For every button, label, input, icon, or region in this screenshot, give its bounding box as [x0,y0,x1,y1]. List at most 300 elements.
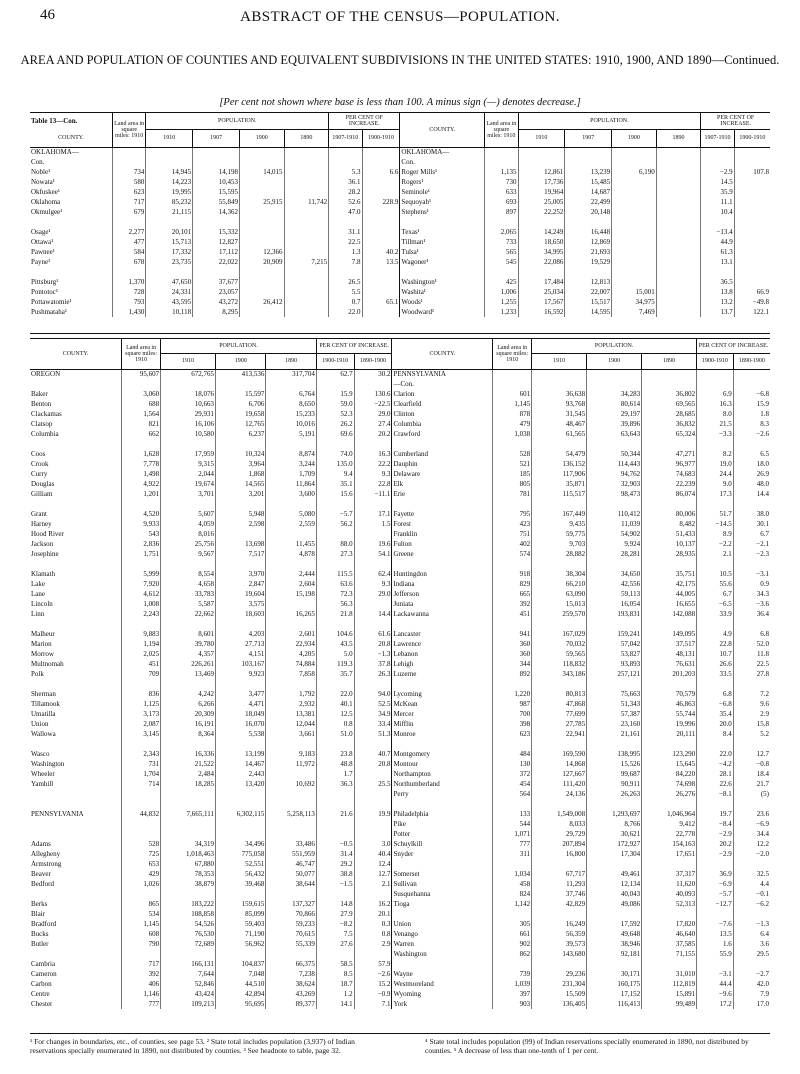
value-cell: 22,499 [565,197,612,207]
value-cell: 8,601 [161,629,216,639]
value-cell: 36,802 [642,389,697,399]
value-cell: 22.0 [329,307,362,317]
value-cell [216,559,266,569]
value-cell: 207,894 [532,839,587,849]
value-cell: 23,057 [193,287,240,297]
value-cell: 149,095 [642,629,697,639]
value-cell [612,177,657,187]
value-cell [239,227,284,237]
value-cell: 0.8 [316,719,354,729]
value-cell [216,799,266,809]
column-header-1910: 1910 [161,353,216,369]
column-header-1890: 1890 [284,129,329,147]
table-row [30,649,770,659]
table-row [30,177,770,187]
table-row [30,389,770,399]
value-cell: 4,059 [161,519,216,529]
table-row [30,207,770,217]
county-name-cell: Pottawatomie¹ [31,297,72,306]
value-cell: 5.3 [329,167,362,177]
column-header-1900-right: 1900 [587,353,642,369]
value-cell: 344 [493,659,532,669]
value-cell: 33.9 [697,609,734,619]
county-name-cell [400,267,485,277]
value-cell [518,267,565,277]
value-cell: 20,111 [642,729,697,739]
value-cell: 16,800 [532,849,587,859]
value-cell: 37,746 [532,889,587,899]
value-cell [642,739,697,749]
column-header-county: COUNTY. [30,339,122,369]
value-cell: 34.9 [354,709,392,719]
value-cell: 22,007 [565,287,612,297]
table-row [30,989,770,999]
column-header-population: POPULATION. [146,113,329,129]
value-cell: 74.0 [316,449,354,459]
value-cell: 2,444 [266,569,316,579]
value-cell: 12,813 [565,277,612,287]
column-header-pc-1890-1900-right: 1890-1900 [733,353,770,369]
value-cell: 2.1 [697,549,734,559]
value-cell [354,829,392,839]
value-cell [216,829,266,839]
value-cell: 484 [493,749,532,759]
value-cell: 700 [493,709,532,719]
table-row [30,287,770,297]
table-row [30,599,770,609]
value-cell [216,529,266,539]
value-cell [329,267,362,277]
value-cell: 9.3 [354,579,392,589]
value-cell: 9,315 [161,459,216,469]
value-cell: 52,551 [216,859,266,869]
value-cell: 47,271 [642,449,697,459]
value-cell: 183,222 [161,899,216,909]
value-cell: 38.0 [733,509,770,519]
value-cell [239,267,284,277]
value-cell: 5,538 [216,729,266,739]
value-cell: 11,742 [284,197,329,207]
value-cell: 6.4 [733,929,770,939]
value-cell [266,599,316,609]
value-cell: 6.8 [733,629,770,639]
value-cell [656,157,701,167]
value-cell: 311 [493,849,532,859]
value-cell: 26,412 [239,297,284,307]
value-cell: 1,142 [493,899,532,909]
value-cell: 38,624 [266,979,316,989]
value-cell [697,859,734,869]
value-cell: 18,285 [161,779,216,789]
value-cell: 678 [112,257,145,267]
value-cell: 2,601 [266,629,316,639]
county-name-cell: Susquehanna [392,889,493,899]
value-cell: 51.3 [354,729,392,739]
table-row [30,909,770,919]
column-header-1910-right: 1910 [532,353,587,369]
value-cell: 93,768 [532,399,587,409]
value-cell: 13.5 [362,257,400,267]
value-cell: 20.2 [354,429,392,439]
value-cell: 35,871 [532,479,587,489]
value-cell: 15,595 [193,187,240,197]
county-name-cell [392,439,493,449]
value-cell: 201,203 [642,669,697,679]
value-cell [532,439,587,449]
value-cell: 13.2 [701,297,734,307]
value-cell: 17,736 [518,177,565,187]
value-cell: 86,074 [642,489,697,499]
value-cell: 28.1 [697,769,734,779]
county-name-cell: Blair [31,909,45,918]
value-cell [266,379,316,389]
value-cell: −8.4 [697,819,734,829]
table-row [30,277,770,287]
value-cell [532,619,587,629]
value-cell: 34.4 [733,829,770,839]
value-cell: 39,780 [161,639,216,649]
value-cell [354,529,392,539]
value-cell [612,267,657,277]
county-name-cell: Benton [31,399,52,408]
value-cell: 14,595 [565,307,612,317]
value-cell: 413,536 [216,369,266,379]
value-cell [734,247,770,257]
value-cell [354,379,392,389]
value-cell: 14.4 [354,609,392,619]
county-name-cell: Clearfield [392,399,493,409]
value-cell: −2.9 [697,829,734,839]
value-cell: 167,449 [532,509,587,519]
value-cell: 528 [493,449,532,459]
value-cell: 71,190 [216,929,266,939]
value-cell: 392 [122,969,161,979]
county-name-cell: Pushmataha¹ [31,307,67,316]
value-cell [354,439,392,449]
value-cell [329,217,362,227]
running-header [0,4,800,44]
value-cell [656,237,701,247]
value-cell: 6,190 [612,167,657,177]
county-name-cell: Oklahoma [31,197,61,206]
county-name-cell: Con. [400,157,485,167]
county-name-cell: Warren [392,939,493,949]
value-cell: −6.2 [733,899,770,909]
value-cell [587,909,642,919]
value-cell: 1,293,697 [587,809,642,819]
value-cell [656,287,701,297]
value-cell: 9,924 [587,539,642,549]
value-cell: 112,819 [642,979,697,989]
value-cell: 43,595 [146,297,193,307]
value-cell: 4,357 [161,649,216,659]
value-cell: 4,205 [266,649,316,659]
value-cell: 3,701 [161,489,216,499]
value-cell: 35.1 [316,479,354,489]
column-header-1907-right: 1907 [565,129,612,147]
value-cell [362,157,400,167]
value-cell: 27.4 [354,419,392,429]
value-cell: 4,612 [122,589,161,599]
value-cell: 30,171 [587,969,642,979]
value-cell [284,167,329,177]
value-cell [239,307,284,317]
value-cell: 11,620 [642,879,697,889]
value-cell: 479 [493,419,532,429]
value-cell: 777 [122,999,161,1009]
county-name-cell: Carbon [31,979,52,988]
value-cell [239,217,284,227]
county-name-cell: Harney [31,519,52,528]
value-cell [587,739,642,749]
value-cell: 22.5 [329,237,362,247]
value-cell: 22,086 [518,257,565,267]
value-cell [266,789,316,799]
value-cell: 47,650 [146,277,193,287]
value-cell: 1,564 [122,409,161,419]
county-name-cell: Venango [392,929,493,939]
value-cell: 17,112 [193,247,240,257]
county-name-cell: Wallowa [31,729,56,738]
oregon-pennsylvania-table [30,338,770,1034]
value-cell [642,369,697,379]
value-cell [612,187,657,197]
value-cell: 3,964 [216,459,266,469]
value-cell [587,439,642,449]
value-cell [362,277,400,287]
value-cell [216,789,266,799]
value-cell: 14.5 [701,177,734,187]
value-cell: 3,244 [266,459,316,469]
value-cell [316,379,354,389]
value-cell: 19.0 [697,459,734,469]
value-cell: 862 [493,949,532,959]
column-header-population-right: POPULATION. [532,339,697,353]
value-cell: 20.8 [354,759,392,769]
value-cell [642,619,697,629]
table-row [30,839,770,849]
value-cell: 115.5 [316,569,354,579]
value-cell: 35,751 [642,569,697,579]
value-cell: 43,269 [266,989,316,999]
value-cell [733,439,770,449]
value-cell: 34,975 [612,297,657,307]
value-cell: 116,413 [587,999,642,1009]
value-cell [587,959,642,969]
value-cell: 0.7 [329,297,362,307]
value-cell: 8.9 [697,529,734,539]
county-name-cell: Cumberland [392,449,493,459]
value-cell [656,167,701,177]
value-cell: 902 [493,939,532,949]
value-cell: 0.8 [354,929,392,939]
value-cell [612,157,657,167]
county-name-cell: Washington [392,949,493,959]
value-cell [642,799,697,809]
value-cell: 4,471 [216,699,266,709]
value-cell: 14,223 [146,177,193,187]
column-header-percent: PER CENT OF INCREASE. [329,113,400,129]
county-name-cell [30,499,122,509]
value-cell: 35.9 [701,187,734,197]
value-cell: 2,932 [266,699,316,709]
value-cell: −13.4 [701,227,734,237]
value-cell [266,739,316,749]
value-cell: 31,010 [642,969,697,979]
value-cell: 22.2 [354,459,392,469]
county-name-cell: Bradford [31,919,57,928]
value-cell [733,379,770,389]
value-cell: 15,332 [193,227,240,237]
value-cell: −7.6 [697,919,734,929]
value-cell: 40,043 [587,889,642,899]
value-cell: 2.1 [354,879,392,889]
county-name-cell: Delaware [392,469,493,479]
value-cell: 17,484 [518,277,565,287]
value-cell: 1.3 [329,247,362,257]
value-cell: 71,155 [642,949,697,959]
value-cell [284,247,329,257]
value-cell: −12.7 [697,899,734,909]
table-row [30,167,770,177]
value-cell: 2,025 [122,649,161,659]
table-row [30,799,770,809]
value-cell: 37,677 [193,277,240,287]
value-cell: 74,698 [642,779,697,789]
value-cell: 36.3 [316,779,354,789]
value-cell: 11,864 [266,479,316,489]
value-cell: 941 [493,629,532,639]
value-cell: 23.8 [316,749,354,759]
value-cell: 39,468 [216,879,266,889]
value-cell: −0.5 [316,839,354,849]
county-name-cell: Baker [31,389,48,398]
county-name-cell: Northumberland [392,779,493,789]
county-name-cell [392,799,493,809]
value-cell: 4.4 [733,879,770,889]
value-cell: 15,526 [587,759,642,769]
column-header-population-right: POPULATION. [518,113,701,129]
value-cell: −2.6 [733,429,770,439]
value-cell: 17,152 [587,989,642,999]
value-cell [146,217,193,227]
value-cell [697,799,734,809]
value-cell: 12.2 [733,839,770,849]
value-cell [734,177,770,187]
value-cell [656,187,701,197]
value-cell [733,499,770,509]
value-cell: 7,048 [216,969,266,979]
value-cell: 48.0 [733,479,770,489]
value-cell: 16,054 [587,599,642,609]
value-cell: 13.8 [701,287,734,297]
value-cell: 24,136 [532,789,587,799]
value-cell: 46,640 [642,929,697,939]
value-cell: 9,933 [122,519,161,529]
value-cell: 1,026 [122,879,161,889]
value-cell: 1,135 [485,167,518,177]
value-cell: −3.1 [697,969,734,979]
value-cell [642,559,697,569]
value-cell [216,619,266,629]
value-cell: 21.5 [697,419,734,429]
value-cell: 40.7 [354,749,392,759]
table-row [30,297,770,307]
value-cell: 38,304 [532,569,587,579]
value-cell [734,147,770,157]
value-cell: 70,032 [532,639,587,649]
value-cell: 127,667 [532,769,587,779]
value-cell: 114,443 [587,459,642,469]
value-cell [216,739,266,749]
column-header-1900-right: 1900 [612,129,657,147]
value-cell [734,157,770,167]
value-cell [587,679,642,689]
value-cell: 1.2 [316,989,354,999]
value-cell: 20,309 [161,709,216,719]
value-cell: 54,479 [532,449,587,459]
value-cell: 99,489 [642,999,697,1009]
county-name-cell: Tillman¹ [400,237,485,247]
value-cell: 27.6 [316,939,354,949]
column-header-pc-1900-1910: 1900-1910 [316,353,354,369]
table-row [30,679,770,689]
value-cell [734,187,770,197]
value-cell: 130.6 [354,389,392,399]
value-cell: 63,090 [532,589,587,599]
value-cell: 623 [493,729,532,739]
value-cell [485,267,518,277]
value-cell [266,559,316,569]
value-cell: 33.4 [354,719,392,729]
value-cell: 9,923 [216,669,266,679]
value-cell: 22.0 [316,689,354,699]
column-header-area-right: Land area in square miles: 1910 [493,339,532,369]
value-cell: 46,747 [266,859,316,869]
table-row [30,779,770,789]
value-cell: 36,638 [532,389,587,399]
county-name-cell: Grant [31,509,47,518]
value-cell: 10,324 [216,449,266,459]
value-cell: 24,331 [146,287,193,297]
value-cell: 458 [493,879,532,889]
value-cell: 6,706 [216,399,266,409]
value-cell: 15.9 [316,389,354,399]
value-cell: 70,615 [266,929,316,939]
value-cell [112,217,145,227]
value-cell: 15,597 [216,389,266,399]
value-cell: 12,765 [216,419,266,429]
column-header-pc-1900-1910-right: 1900-1910 [697,353,734,369]
value-cell: 3,600 [266,489,316,499]
county-name-cell: OKLAHOMA— [400,147,485,157]
table-row [30,749,770,759]
bottom-table-header [30,339,770,369]
value-cell: 15,645 [642,759,697,769]
table-row [30,499,770,509]
county-name-cell [392,559,493,569]
value-cell: 9,435 [532,519,587,529]
value-cell: 17.2 [697,999,734,1009]
value-cell: 775,058 [216,849,266,859]
value-cell: −6.8 [697,699,734,709]
value-cell [216,439,266,449]
value-cell: 11.8 [733,649,770,659]
value-cell: 2,559 [266,519,316,529]
value-cell: 12,366 [239,247,284,257]
value-cell: 16,249 [532,919,587,929]
value-cell: 2.9 [354,939,392,949]
